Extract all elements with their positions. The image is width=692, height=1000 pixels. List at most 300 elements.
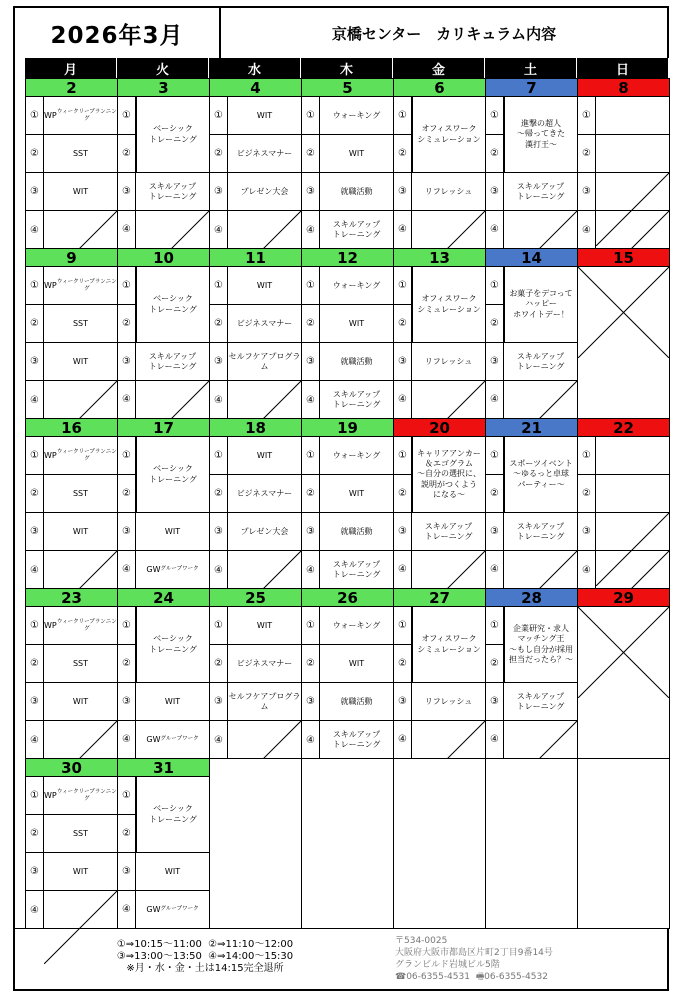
- day-cell: [485, 418, 578, 589]
- slot-list: [486, 437, 577, 588]
- slot-number: ③: [210, 683, 228, 720]
- slot-row: [302, 721, 393, 759]
- slot-number: ②: [394, 135, 412, 172]
- program-name: WIT: [164, 526, 181, 536]
- slot-row: [302, 437, 393, 475]
- slot-list: [394, 437, 485, 588]
- slot-number: ③: [118, 343, 136, 380]
- slot-number: ②: [302, 475, 320, 512]
- program-name: WP: [44, 110, 57, 120]
- program-name: WIT: [256, 110, 273, 120]
- slot-number: ④: [118, 381, 136, 418]
- day-number: 23: [26, 589, 117, 607]
- slot-row: [578, 513, 669, 551]
- slot-list: [486, 607, 577, 758]
- slot-number: ④: [210, 211, 228, 249]
- slot-row: [26, 343, 117, 381]
- slot-row: [302, 607, 393, 645]
- slot-number: ②: [26, 645, 44, 682]
- slot-number: ③: [302, 513, 320, 550]
- slot-program: [320, 343, 393, 380]
- calendar-grid: [25, 58, 669, 928]
- slot-number: ④: [26, 551, 44, 589]
- program-name: スキルアップ トレーニング: [332, 730, 381, 749]
- program-name: スキルアップ トレーニング: [332, 220, 381, 239]
- slot-number: ④: [210, 551, 228, 589]
- slot-list: [118, 97, 209, 248]
- slot-number: ②: [302, 305, 320, 342]
- slot-list: [118, 267, 209, 418]
- slot-number: ①: [26, 97, 44, 134]
- slot-program: [136, 343, 209, 380]
- slot-number: ④: [302, 721, 320, 759]
- slot-program: [412, 343, 485, 380]
- day-number: 28: [486, 589, 577, 607]
- slot-row: [210, 305, 301, 343]
- slot-number: ④: [210, 721, 228, 759]
- slot-number: ①: [302, 267, 320, 304]
- slot-number: ④: [118, 721, 136, 758]
- slot-program: [136, 683, 209, 720]
- slot-row: [210, 551, 301, 589]
- slot-number: ①: [118, 267, 136, 304]
- slot-number: ①: [26, 267, 44, 304]
- slot-program: [44, 135, 117, 172]
- program-name: WIT: [72, 526, 89, 536]
- slot-row: [118, 173, 209, 211]
- slot-number: ①: [394, 437, 412, 474]
- program-name: WIT: [164, 866, 181, 876]
- day-number: 5: [302, 79, 393, 97]
- slot-row: [26, 645, 117, 683]
- program-name: ビジネスマナー: [236, 318, 293, 328]
- slot-program: [228, 683, 301, 720]
- program-name: WIT: [164, 696, 181, 706]
- slot-row: [210, 173, 301, 211]
- slot-list: [26, 437, 117, 588]
- slot-row: [118, 513, 209, 551]
- slot-row: [394, 721, 485, 759]
- slot-row: [210, 211, 301, 249]
- merged-program: ベーシック トレーニング: [136, 607, 209, 682]
- slot-number: ④: [302, 551, 320, 589]
- slot-row: [26, 475, 117, 513]
- slot-program: [228, 513, 301, 550]
- slot-number: ③: [302, 173, 320, 210]
- slot-row: [118, 683, 209, 721]
- slot-number: ②: [118, 815, 136, 852]
- merged-program: オフィスワーク シミュレーション: [412, 97, 485, 172]
- slot-list: [210, 437, 301, 588]
- day-number: 27: [394, 589, 485, 607]
- slot-program: [320, 721, 393, 759]
- slot-list: [210, 267, 301, 418]
- slot-row: [302, 475, 393, 513]
- slot-list: [26, 97, 117, 248]
- slot-number: ③: [302, 683, 320, 720]
- program-name: GW: [146, 564, 161, 574]
- program-name: スキルアップ トレーニング: [516, 521, 565, 541]
- slot-row: [210, 475, 301, 513]
- slot-list: [486, 267, 577, 418]
- slot-row: [578, 97, 669, 135]
- slot-program: [44, 305, 117, 342]
- slot-row: [118, 211, 209, 249]
- slot-number: ②: [302, 135, 320, 172]
- slot-list: [394, 607, 485, 758]
- merged-program: オフィスワーク シミュレーション: [412, 267, 485, 342]
- slot-row: [26, 777, 117, 815]
- slot-number: ①: [210, 607, 228, 644]
- slot-number: ②: [486, 305, 504, 342]
- slot-number: ③: [394, 513, 412, 550]
- slot-program: [320, 381, 393, 419]
- slot-number: ②: [118, 305, 136, 342]
- slot-program: [228, 305, 301, 342]
- slot-row: [210, 135, 301, 173]
- program-name: セルフケアプログラム: [228, 351, 301, 371]
- slot-row: [118, 381, 209, 419]
- slot-number: ④: [118, 211, 136, 248]
- slot-program: [228, 97, 301, 134]
- slot-number: ②: [210, 475, 228, 512]
- program-subtitle: グループワーク: [160, 906, 199, 913]
- day-number: 24: [118, 589, 209, 607]
- slot-number: ③: [118, 683, 136, 720]
- day-cell: [301, 418, 394, 589]
- program-name: 就職活動: [340, 356, 373, 366]
- slot-number: ②: [26, 305, 44, 342]
- slot-program: [596, 135, 669, 172]
- slot-number: ③: [486, 343, 504, 380]
- slot-number: ③: [210, 173, 228, 210]
- slot-row: [302, 645, 393, 683]
- day-number: 18: [210, 419, 301, 437]
- weekday-header: 金: [393, 58, 485, 78]
- program-name: スキルアップ トレーニング: [148, 351, 197, 371]
- slot-list: [26, 777, 117, 928]
- day-cell: [209, 588, 302, 759]
- slot-list: [118, 777, 209, 928]
- slot-row: [26, 683, 117, 721]
- day-cell: [25, 418, 118, 589]
- day-cell: [117, 418, 210, 589]
- program-name: スキルアップ トレーニング: [332, 390, 381, 409]
- day-number: 13: [394, 249, 485, 267]
- slot-number: ④: [26, 381, 44, 419]
- slot-row: [486, 173, 577, 211]
- slot-program: [44, 267, 117, 304]
- day-cell: [577, 78, 670, 249]
- program-name: GW: [146, 734, 161, 744]
- slot-list: [118, 437, 209, 588]
- day-number: 30: [26, 759, 117, 777]
- slot-program: [44, 815, 117, 852]
- program-name: ウォーキング: [332, 450, 381, 460]
- day-cell: [25, 248, 118, 419]
- slot-row: [26, 97, 117, 135]
- slot-number: ①: [486, 97, 504, 134]
- slot-number: ③: [26, 343, 44, 380]
- month-title: 2026年3月: [15, 8, 221, 58]
- slot-list: [302, 97, 393, 248]
- program-name: ビジネスマナー: [236, 148, 293, 158]
- slot-number: ②: [394, 475, 412, 512]
- program-name: プレゼン大会: [240, 526, 289, 536]
- slot-row: [394, 513, 485, 551]
- slot-program: [228, 267, 301, 304]
- slot-row: [302, 683, 393, 721]
- slot-number: ④: [302, 381, 320, 419]
- slot-program: [320, 173, 393, 210]
- slot-number: ④: [302, 211, 320, 249]
- slot-number: ②: [486, 645, 504, 682]
- slot-number: ④: [394, 211, 412, 248]
- slot-number: ①: [486, 607, 504, 644]
- slot-program: [44, 853, 117, 890]
- slot-row: [302, 173, 393, 211]
- slot-number: ①: [302, 437, 320, 474]
- slot-row: [118, 343, 209, 381]
- slot-list: [210, 97, 301, 248]
- slot-number: ②: [26, 135, 44, 172]
- slot-program: [320, 267, 393, 304]
- slot-program: [44, 343, 117, 380]
- program-name: セルフケアプログラム: [228, 691, 301, 711]
- slot-row: [578, 551, 669, 589]
- time-line: ③⇒13:00～13:50 ④⇒14:00～15:30: [116, 951, 294, 962]
- slot-number: ④: [486, 551, 504, 588]
- slot-row: [26, 815, 117, 853]
- slot-row: [26, 267, 117, 305]
- slot-number: ①: [118, 97, 136, 134]
- slot-program: [596, 97, 669, 134]
- slot-row: [210, 97, 301, 135]
- slot-number: ①: [26, 437, 44, 474]
- day-cell: [301, 248, 394, 419]
- merged-program: ベーシック トレーニング: [136, 267, 209, 342]
- slot-program: [136, 853, 209, 890]
- merged-program: お菓子をデコって ハッピー ホワイトデー！: [504, 267, 577, 342]
- slot-row: [26, 891, 117, 929]
- slot-number: ④: [578, 551, 596, 589]
- day-number: 7: [486, 79, 577, 97]
- slot-number: ④: [486, 381, 504, 418]
- slot-list: [578, 437, 669, 588]
- day-number: 11: [210, 249, 301, 267]
- slot-program: [596, 437, 669, 474]
- day-cell: [393, 248, 486, 419]
- slot-number: ④: [394, 721, 412, 758]
- slot-number: ①: [210, 267, 228, 304]
- slot-row: [118, 721, 209, 759]
- slot-number: ②: [118, 645, 136, 682]
- day-cell: [301, 78, 394, 249]
- slot-number: ④: [210, 381, 228, 419]
- weekday-header: 日: [577, 58, 669, 78]
- slot-row: [486, 721, 577, 759]
- slot-row: [302, 267, 393, 305]
- slot-number: ①: [210, 97, 228, 134]
- slot-row: [26, 853, 117, 891]
- slot-number: ③: [26, 173, 44, 210]
- slot-program: [412, 683, 485, 720]
- day-cell: [117, 248, 210, 419]
- slot-program: [504, 173, 577, 210]
- program-name: スキルアップ トレーニング: [148, 181, 197, 201]
- day-cell: [485, 588, 578, 759]
- slot-row: [210, 607, 301, 645]
- weekday-header: 月: [25, 58, 117, 78]
- day-number: 25: [210, 589, 301, 607]
- slot-program: [412, 513, 485, 550]
- slot-program: [136, 173, 209, 210]
- program-name: SST: [72, 658, 89, 668]
- slot-row: [302, 513, 393, 551]
- empty-day-cell: [209, 758, 302, 929]
- slot-number: ③: [118, 853, 136, 890]
- program-subtitle: グループワーク: [160, 566, 199, 573]
- slot-program: [228, 437, 301, 474]
- day-cell: [209, 78, 302, 249]
- slot-number: ③: [578, 513, 596, 550]
- slot-list: [394, 267, 485, 418]
- slot-program: [228, 343, 301, 380]
- program-name: WIT: [72, 696, 89, 706]
- slot-number: ①: [302, 97, 320, 134]
- closed-day-cross: [578, 607, 669, 698]
- program-name: プレゼン大会: [240, 186, 289, 196]
- slot-row: [26, 381, 117, 419]
- day-cell: [393, 418, 486, 589]
- program-name: GW: [146, 904, 161, 914]
- slot-number: ④: [26, 721, 44, 759]
- program-name: スキルアップ トレーニング: [516, 351, 565, 371]
- slot-program: [596, 475, 669, 512]
- slot-row: [486, 381, 577, 419]
- slot-number: ③: [394, 343, 412, 380]
- program-subtitle: ウィークリープランニング: [56, 618, 117, 632]
- slot-row: [578, 173, 669, 211]
- day-number: 8: [578, 79, 669, 97]
- slot-row: [578, 211, 669, 249]
- slot-list: [26, 267, 117, 418]
- program-name: SST: [72, 148, 89, 158]
- slot-number: ③: [486, 173, 504, 210]
- day-number: 26: [302, 589, 393, 607]
- slot-row: [26, 551, 117, 589]
- slot-row: [210, 437, 301, 475]
- slot-number: ②: [394, 305, 412, 342]
- document-title: 京橋センター カリキュラム内容: [331, 24, 557, 43]
- program-name: SST: [72, 488, 89, 498]
- calendar-sheet: [13, 6, 669, 991]
- slot-row: [210, 343, 301, 381]
- slot-program: [228, 475, 301, 512]
- slot-list: [302, 607, 393, 758]
- slot-row: [486, 211, 577, 249]
- program-subtitle: ウィークリープランニング: [56, 278, 117, 292]
- slot-program: [44, 607, 117, 644]
- program-name: 就職活動: [340, 186, 373, 196]
- program-name: ビジネスマナー: [236, 488, 293, 498]
- slot-program: [320, 97, 393, 134]
- merged-program: 企業研究・求人 マッチング王 ～もし自分が採用 担当だったら？～: [504, 607, 577, 682]
- slot-program: [320, 513, 393, 550]
- center-address: [395, 935, 667, 983]
- day-number: 14: [486, 249, 577, 267]
- slot-row: [26, 305, 117, 343]
- empty-day-cell: [393, 758, 486, 929]
- building-name: グランビルド岩城ビル5階: [395, 960, 500, 970]
- slot-row: [26, 437, 117, 475]
- day-cell: [209, 248, 302, 419]
- slot-row: [26, 607, 117, 645]
- program-name: WIT: [256, 280, 273, 290]
- slot-number: ①: [394, 607, 412, 644]
- slot-program: [228, 645, 301, 682]
- slot-list: [118, 607, 209, 758]
- day-number: 9: [26, 249, 117, 267]
- day-cell: [393, 78, 486, 249]
- program-name: WP: [44, 620, 57, 630]
- slot-number: ①: [118, 437, 136, 474]
- slot-program: [320, 551, 393, 589]
- day-cell: [301, 588, 394, 759]
- slot-number: ②: [210, 135, 228, 172]
- program-name: 就職活動: [340, 526, 373, 536]
- program-name: SST: [72, 828, 89, 838]
- postal-code: 〒534-0025: [395, 936, 448, 946]
- slot-number: ③: [210, 343, 228, 380]
- slot-number: ②: [26, 475, 44, 512]
- merged-program: キャリアアンカー ＆エゴグラム ～自分の選択に、 説明がつくよう になる～: [412, 437, 485, 512]
- time-schedule: [15, 939, 395, 975]
- day-cell: [577, 248, 670, 419]
- slot-program: [136, 513, 209, 550]
- slot-number: ②: [210, 305, 228, 342]
- slot-row: [210, 683, 301, 721]
- slot-program: [44, 97, 117, 134]
- program-name: WIT: [348, 488, 365, 498]
- slot-program: [320, 135, 393, 172]
- slot-number: ④: [26, 211, 44, 249]
- day-number: 10: [118, 249, 209, 267]
- slot-row: [486, 683, 577, 721]
- slot-row: [394, 683, 485, 721]
- day-number: 20: [394, 419, 485, 437]
- slot-program: [320, 211, 393, 249]
- slot-number: ④: [486, 211, 504, 248]
- weekday-header: 木: [301, 58, 393, 78]
- slot-number: ④: [578, 211, 596, 249]
- slot-row: [302, 305, 393, 343]
- slot-row: [302, 343, 393, 381]
- slot-program: [44, 645, 117, 682]
- merged-program: スポーツイベント ～ゆるっと卓球 パーティー～: [504, 437, 577, 512]
- program-name: スキルアップ トレーニング: [424, 521, 473, 541]
- weekday-header: 火: [117, 58, 209, 78]
- slot-number: ③: [578, 173, 596, 210]
- program-name: WIT: [256, 620, 273, 630]
- slot-number: ③: [394, 173, 412, 210]
- slot-program: [320, 683, 393, 720]
- slot-number: ③: [486, 683, 504, 720]
- slot-list: [302, 437, 393, 588]
- slot-program: [44, 475, 117, 512]
- slot-number: ③: [26, 513, 44, 550]
- slot-row: [302, 97, 393, 135]
